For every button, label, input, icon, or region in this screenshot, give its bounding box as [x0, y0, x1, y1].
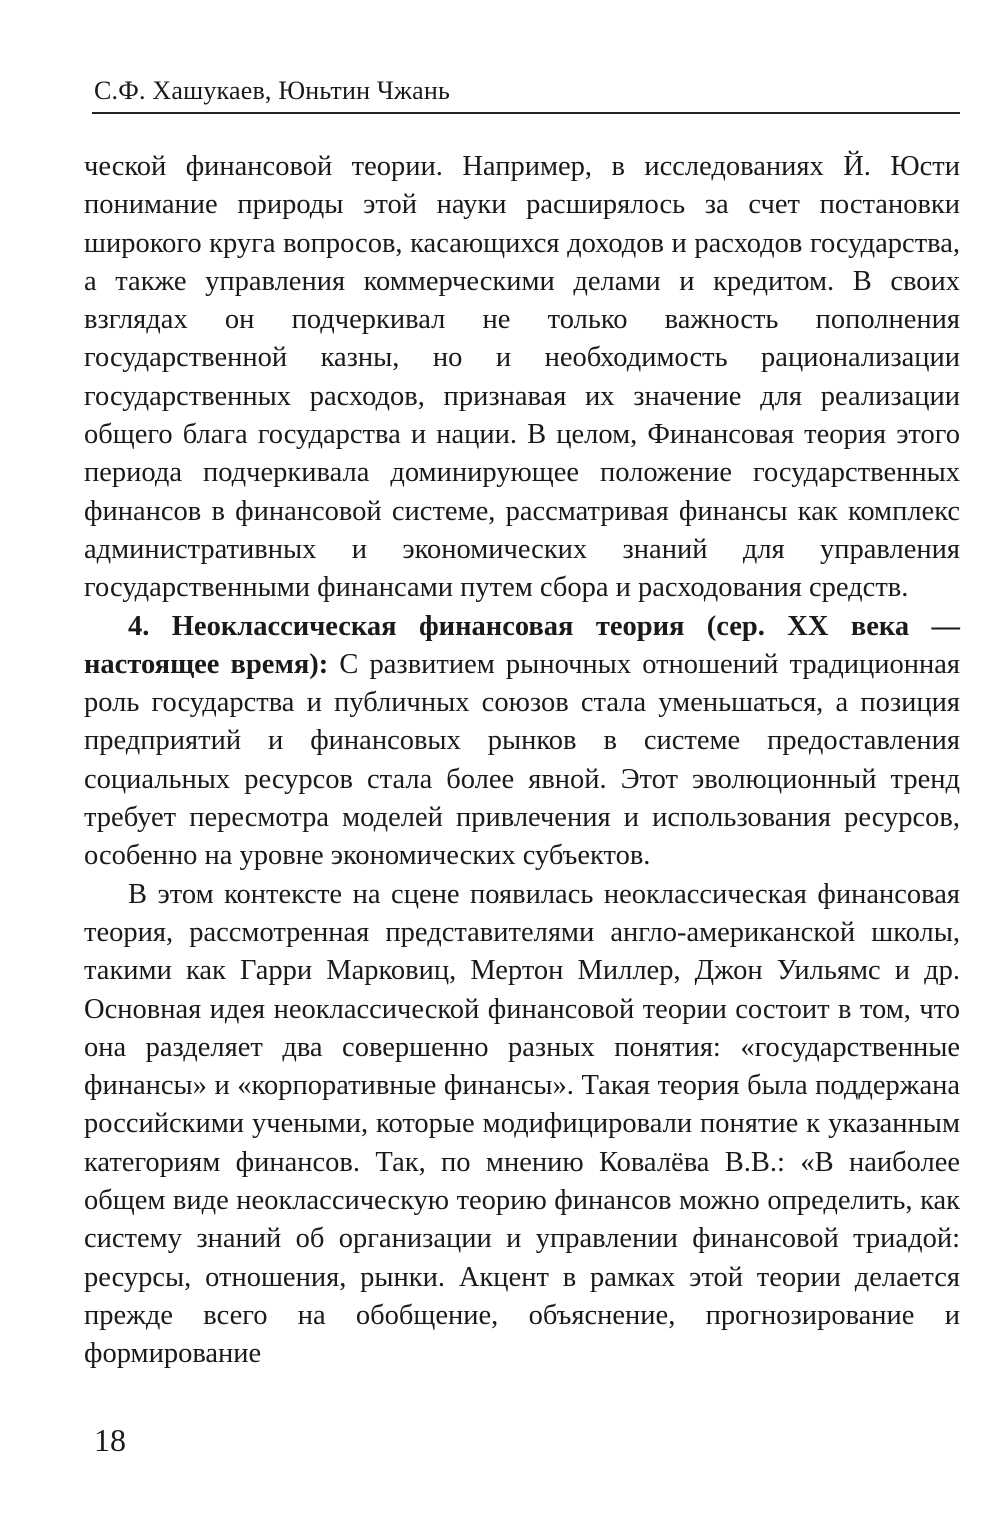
paragraph-3: В этом контексте на сцене появилась неоклассическая финансовая теория, рассмотренная представителями англо-американской школы, такими как Гарри Марковиц, Мертон Миллер, Джон Уильямс и др. Основная идея неоклассической финансовой теории состоит в том, что она разделяет два совершенно разных понятия: «государственные финансы» и «корпоративные финансы». Такая теория была поддержана российскими учеными, которые модифицировали понятие к указанным категориям финансов. Так, по мнению Ковалёва В.В.: «В наиболее общем виде неоклассическую теорию финансов можно определить, как систему знаний об организации и управлении финансовой триадой: ресурсы, отношения, рынки. Акцент в рамках этой теории делается прежде всего на обобщение, объяснение, прогнозирование и формирование	[84, 878, 960, 1370]
page-body	[84, 148, 960, 1374]
paragraph-1: ческой финансовой теории. Например, в исследованиях Й. Юсти понимание природы этой науки расширялось за счет постановки широкого круга вопросов, касающихся доходов и расходов государства, а также управления коммерческими делами и кредитом. В своих взглядах он подчеркивал не только важность пополнения государственной казны, но и необходимость рационализации государственных расходов, признавая их значение для реализации общего блага государства и нации. В целом, Финансовая теория этого периода подчеркивала доминирующее положение государственных финансов в финансовой системе, рассматривая финансы как комплекс административных и экономических знаний для управления государственными финансами путем сбора и расходования средств.	[84, 151, 960, 604]
header-authors: С.Ф. Хашукаев, Юньтин Чжань	[94, 76, 451, 105]
running-head	[92, 72, 960, 114]
page-number: 18	[94, 1422, 126, 1458]
paragraph-2-text: С развитием рыночных отношений традиционная роль государства и публичных союзов стала уменьшаться, а позиция предприятий и финансовых рынков в системе предоставления социальных ресурсов стала более явной. Этот эволюционный тренд требует пересмотра моделей привлечения и использования ресурсов, особенно на уровне экономических субъектов.	[84, 648, 960, 872]
paragraph-2	[84, 608, 960, 876]
section-heading-neoclassical: 4. Неоклассическая финансовая теория (сер. XX века — настоящее время):	[84, 610, 960, 680]
